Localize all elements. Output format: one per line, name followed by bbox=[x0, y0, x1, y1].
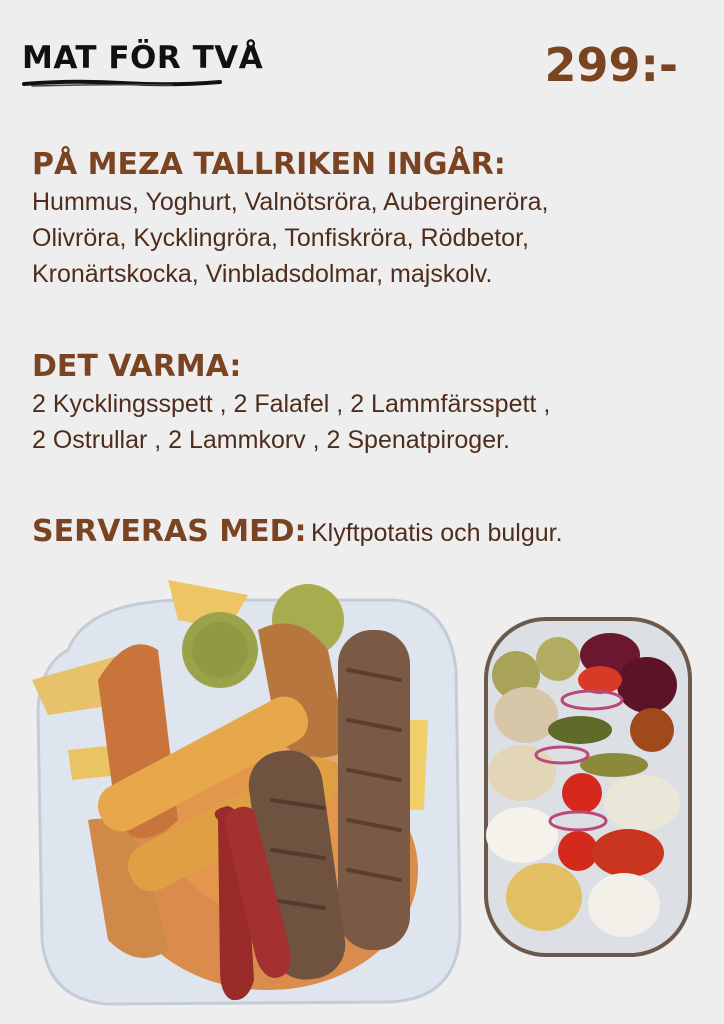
meza-platter-image bbox=[482, 615, 694, 960]
served-text: Klyftpotatis och bulgur. bbox=[310, 519, 563, 547]
page-title: MAT FÖR TVÅ bbox=[22, 40, 264, 76]
meza-line: Hummus, Yoghurt, Valnötsröra, Aubergineröra, bbox=[32, 188, 549, 216]
meza-line: Kronärtskocka, Vinbladsdolmar, majskolv. bbox=[32, 260, 493, 288]
warm-heading: DET VARMA: bbox=[32, 349, 242, 384]
warm-section bbox=[32, 348, 672, 458]
warm-line: 2 Kycklingsspett , 2 Falafel , 2 Lammfärsspett , bbox=[32, 390, 551, 418]
meza-heading: PÅ MEZA TALLRIKEN INGÅR: bbox=[32, 147, 506, 182]
served-heading: SERVERAS MED: bbox=[32, 514, 307, 549]
warm-line: 2 Ostrullar , 2 Lammkorv , 2 Spenatpiroger. bbox=[32, 426, 510, 454]
warm-platter-image bbox=[28, 570, 468, 1015]
price-label: 299:- bbox=[544, 38, 678, 92]
served-section bbox=[32, 514, 672, 549]
meza-section bbox=[32, 146, 672, 292]
meza-line: Olivröra, Kycklingröra, Tonfiskröra, Rödbetor, bbox=[32, 224, 529, 252]
title-block bbox=[22, 40, 263, 88]
brush-underline bbox=[22, 78, 222, 88]
